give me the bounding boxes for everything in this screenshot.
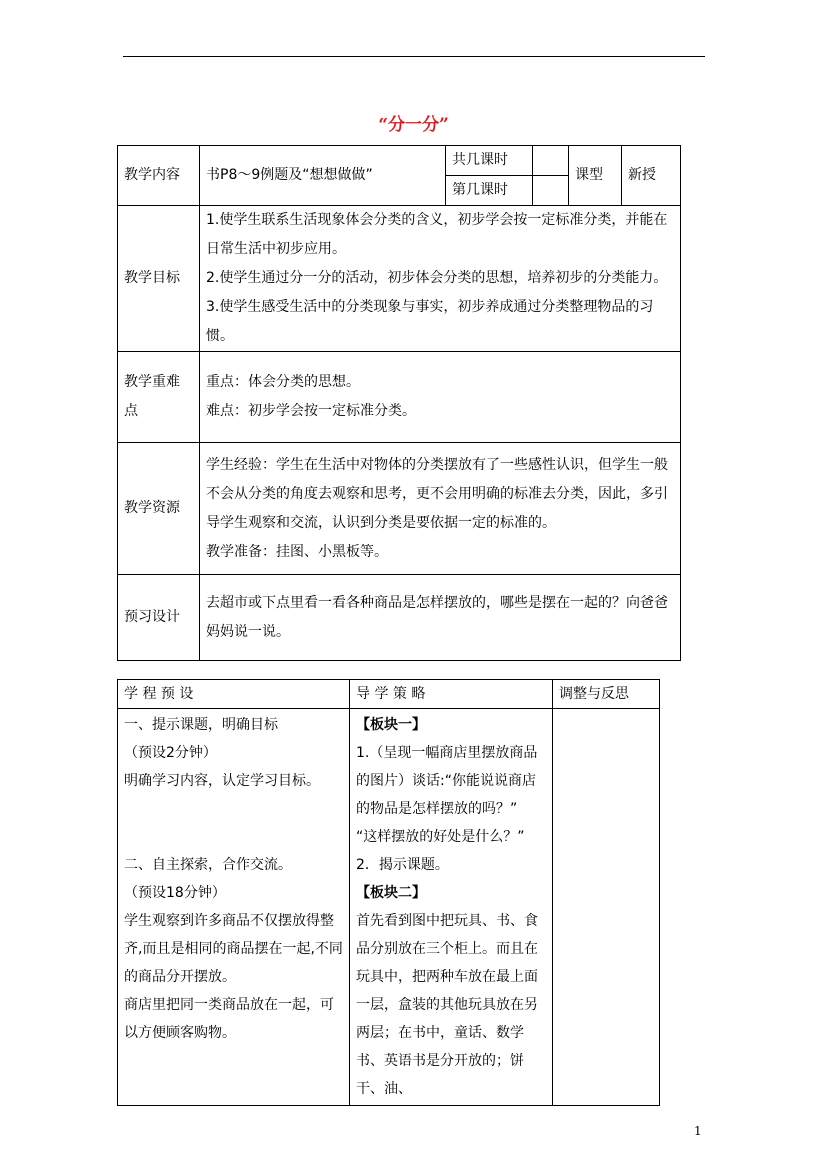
- lesson-plan-table: [117, 145, 681, 661]
- strategy-line: 1.（呈现一幅商店里摆放商品的图片）谈话:“你能说说商店的物品是怎样摆放的吗？”: [356, 745, 538, 817]
- page-title: “分一分”: [378, 115, 449, 135]
- goal-item: 3.使学生感受生活中的分类现象与事实，初步养成通过分类整理物品的习惯。: [206, 299, 654, 344]
- process-table: [117, 679, 660, 1106]
- goals-label: 教学目标: [118, 206, 200, 352]
- resource-item: 教学准备：挂图、小黑板等。: [206, 543, 388, 560]
- header-process: 学 程 预 设: [118, 680, 350, 709]
- type-value: 新授: [622, 146, 681, 206]
- preview-content: 去超市或下点里看一看各种商品是怎样摆放的，哪些是摆在一起的？向爸爸妈妈说一说。: [200, 575, 681, 661]
- lesson-number-label: 第几课时: [446, 176, 533, 206]
- process-spacer: [124, 795, 343, 823]
- goal-item: 2.使学生通过分一分的活动，初步体会分类的思想，培养初步的分类能力。: [206, 270, 668, 286]
- block-heading: 【板块一】: [356, 717, 426, 733]
- process-line: 学生观察到许多商品不仅摆放得整齐,而且是相同的商品摆在一起,不同的商品分开摆放。: [124, 913, 343, 985]
- key-points-label: 教学重难点: [118, 352, 200, 443]
- header-reflection: 调整与反思: [553, 680, 660, 709]
- resource-item: 学生经验：学生在生活中对物体的分类摆放有了一些感性认识，但学生一般不会从分类的角度去观察和思考，更不会用明确的标准去分类，因此，多引导学生观察和交流，认识到分类是要依据一定的标准的。: [206, 456, 668, 531]
- content-label: 教学内容: [118, 146, 200, 206]
- preview-label: 预习设计: [118, 575, 200, 661]
- strategy-column: [350, 709, 553, 1106]
- process-line: 商店里把同一类商品放在一起，可以方便顾客购物。: [124, 997, 334, 1041]
- key-point-item: 难点：初步学会按一定标准分类。: [206, 403, 416, 419]
- total-lessons-value: [533, 146, 569, 176]
- header-strategy: 导 学 策 略: [350, 680, 553, 709]
- reflection-column: [553, 709, 660, 1106]
- goals-content: [200, 206, 681, 352]
- strategy-line: 首先看到图中把玩具、书、食品分别放在三个柜上。而且在玩具中，把两种车放在最上面一层，盒装的其他玩具放在另两层；在书中，童话、数学书、英语书是分开放的；饼干、油、: [356, 913, 538, 1097]
- resources-label: 教学资源: [118, 443, 200, 575]
- content-value: 书P8～9例题及“想想做做”: [200, 146, 446, 206]
- process-column: [118, 709, 350, 1106]
- lesson-number-value: [533, 176, 569, 206]
- process-line: 二、自主探索，合作交流。: [124, 857, 292, 873]
- goal-item: 1.使学生联系生活现象体会分类的含义，初步学会按一定标准分类，并能在日常生活中初步应用。: [206, 212, 668, 257]
- total-lessons-label: 共几课时: [446, 146, 533, 176]
- process-line: （预设18分钟）: [124, 885, 226, 901]
- process-spacer: [124, 823, 343, 851]
- page-number: 1: [694, 1124, 702, 1138]
- process-line: 一、提示课题，明确目标: [124, 717, 278, 733]
- key-point-item: 重点：体会分类的思想。: [206, 374, 360, 390]
- strategy-line: “这样摆放的好处是什么？”: [356, 829, 525, 845]
- block-heading: 【板块二】: [356, 885, 426, 901]
- resources-content: [200, 443, 681, 575]
- process-line: 明确学习内容，认定学习目标。: [124, 773, 320, 789]
- process-line: （预设2分钟）: [124, 745, 217, 761]
- key-points-content: [200, 352, 681, 443]
- strategy-line: 2．揭示课题。: [356, 857, 449, 873]
- header-rule: [123, 56, 705, 57]
- type-label: 课型: [569, 146, 622, 206]
